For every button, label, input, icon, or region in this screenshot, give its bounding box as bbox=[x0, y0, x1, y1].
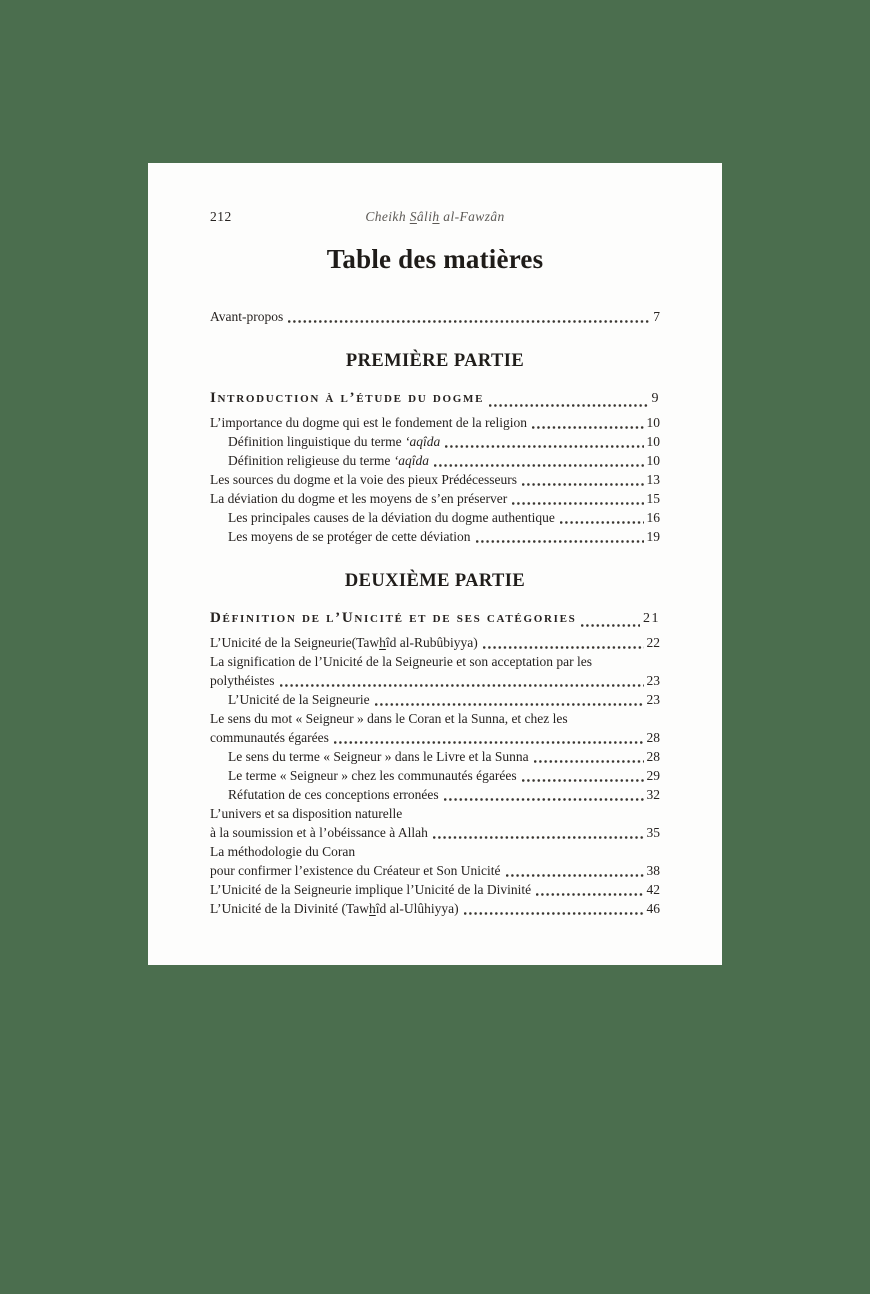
toc-entry bbox=[210, 413, 660, 432]
dot-leader bbox=[288, 313, 650, 327]
toc-entry bbox=[210, 307, 660, 326]
italic-term: ‘aqîda bbox=[393, 453, 429, 468]
toc-section-label: Définition de l’Unicité et de ses catégories bbox=[210, 610, 577, 626]
table-of-contents bbox=[210, 307, 660, 918]
part-heading-2: DEUXIÈME PARTIE bbox=[344, 571, 526, 591]
toc-subentry bbox=[210, 527, 660, 546]
dot-leader bbox=[444, 791, 644, 805]
toc-entry-page: 38 bbox=[646, 863, 660, 878]
dot-leader bbox=[434, 457, 644, 471]
toc-entry-label: L’importance du dogme qui est le fondement de la religion bbox=[210, 415, 528, 430]
toc-subentry bbox=[210, 785, 660, 804]
toc-entry-page: 29 bbox=[646, 768, 660, 783]
toc-entry-page: 23 bbox=[646, 673, 660, 688]
toc-entry-label: Réfutation de ces conceptions erronées bbox=[228, 787, 439, 802]
toc-entry-label: Le terme « Seigneur » chez les communautés égarées bbox=[228, 768, 517, 783]
dot-leader bbox=[560, 514, 644, 528]
toc-entry bbox=[210, 899, 660, 918]
toc-subentry bbox=[210, 766, 660, 785]
book-page bbox=[148, 163, 722, 965]
part-heading-1: PREMIÈRE PARTIE bbox=[345, 351, 525, 371]
toc-entry-label: L’Unicité de la Seigneurie(Tawhîd al-Rubûbiyya) bbox=[210, 635, 478, 650]
toc-entry-twoline bbox=[210, 804, 660, 842]
toc-subentry bbox=[210, 747, 660, 766]
toc-entry-line1: La méthodologie du Coran bbox=[210, 844, 356, 859]
toc-section-page: 21 bbox=[643, 611, 660, 626]
toc-entry-page: 7 bbox=[653, 309, 660, 324]
toc-entry-line2: à la soumission et à l’obéissance à Allah bbox=[210, 825, 428, 840]
italic-term: ‘aqîda bbox=[404, 434, 441, 449]
toc-entry-page: 35 bbox=[646, 825, 660, 840]
toc-entry-page: 10 bbox=[646, 453, 660, 468]
page-header bbox=[210, 209, 660, 228]
underlined-letter: h bbox=[379, 635, 386, 650]
toc-entry bbox=[210, 470, 660, 489]
toc-subentry bbox=[210, 508, 660, 527]
dot-leader bbox=[512, 495, 643, 509]
toc-entry-label: Définition religieuse du terme ‘aqîda bbox=[228, 453, 429, 468]
dot-leader bbox=[375, 696, 644, 710]
toc-entry-line2: polythéistes bbox=[210, 673, 275, 688]
toc-entry-page: 46 bbox=[646, 901, 660, 916]
toc-entry-page: 22 bbox=[646, 635, 660, 650]
dot-leader bbox=[581, 617, 640, 631]
underlined-letter: h bbox=[369, 901, 376, 916]
toc-entry bbox=[210, 489, 660, 508]
toc-section-page: 9 bbox=[651, 391, 660, 406]
dot-leader bbox=[464, 905, 644, 919]
dot-leader bbox=[445, 438, 643, 452]
toc-entry-page: 10 bbox=[646, 434, 660, 449]
toc-entry-label: Les principales causes de la déviation du dogme authentique bbox=[228, 510, 555, 525]
dot-leader bbox=[280, 677, 644, 691]
toc-entry-label: Définition linguistique du terme ‘aqîda bbox=[228, 434, 441, 449]
dot-leader bbox=[522, 476, 643, 490]
toc-entry-line1: Le sens du mot « Seigneur » dans le Coran et la Sunna, et chez les bbox=[210, 711, 568, 726]
toc-entry-label: L’Unicité de la Seigneurie bbox=[228, 692, 370, 707]
toc-entry-label: L’Unicité de la Divinité (Tawhîd al-Ulûhiyya) bbox=[210, 901, 459, 916]
toc-subentry bbox=[210, 451, 660, 470]
toc-entry-line2: communautés égarées bbox=[210, 730, 329, 745]
dot-leader bbox=[433, 829, 644, 843]
toc-entry-page: 15 bbox=[646, 491, 660, 506]
toc-entry-label: Le sens du terme « Seigneur » dans le Livre et la Sunna bbox=[228, 749, 529, 764]
dot-leader bbox=[532, 419, 643, 433]
toc-entry-page: 28 bbox=[646, 749, 660, 764]
toc-entry-label: L’Unicité de la Seigneurie implique l’Unicité de la Divinité bbox=[210, 882, 532, 897]
dot-leader bbox=[483, 639, 644, 653]
dot-leader bbox=[489, 397, 648, 411]
toc-entry-label: Les sources du dogme et la voie des pieux Prédécesseurs bbox=[210, 472, 518, 487]
toc-entry-page: 16 bbox=[646, 510, 660, 525]
toc-entry bbox=[210, 633, 660, 652]
dot-leader bbox=[334, 734, 644, 748]
toc-entry-page: 42 bbox=[646, 882, 660, 897]
toc-subentry bbox=[210, 690, 660, 709]
folio-number: 212 bbox=[210, 209, 232, 224]
toc-entry-line1: L’univers et sa disposition naturelle bbox=[210, 806, 403, 821]
dot-leader bbox=[522, 772, 644, 786]
toc-entry-page: 28 bbox=[646, 730, 660, 745]
toc-entry-page: 23 bbox=[646, 692, 660, 707]
toc-entry-page: 13 bbox=[646, 472, 660, 487]
dot-leader bbox=[534, 753, 644, 767]
toc-entry-page: 32 bbox=[646, 787, 660, 802]
toc-entry bbox=[210, 880, 660, 899]
toc-entry-page: 10 bbox=[646, 415, 660, 430]
toc-entry-page: 19 bbox=[646, 529, 660, 544]
running-header: Cheikh Sâlih al-Fawzân bbox=[365, 209, 505, 224]
dot-leader bbox=[506, 867, 644, 881]
toc-entry-label: Avant-propos bbox=[210, 309, 284, 324]
toc-entry-line1: La signification de l’Unicité de la Seigneurie et son acceptation par les bbox=[210, 654, 592, 669]
toc-entry-twoline bbox=[210, 652, 660, 690]
page-title: Table des matières bbox=[326, 244, 544, 274]
toc-entry-label: Les moyens de se protéger de cette déviation bbox=[228, 529, 471, 544]
toc-subentry bbox=[210, 432, 660, 451]
toc-entry-twoline bbox=[210, 709, 660, 747]
toc-entry-label: La déviation du dogme et les moyens de s’en préserver bbox=[210, 491, 508, 506]
toc-section-entry bbox=[210, 387, 660, 410]
toc-section-label: Introduction à l’étude du dogme bbox=[210, 390, 485, 406]
toc-entry-line2: pour confirmer l’existence du Créateur et Son Unicité bbox=[210, 863, 501, 878]
dot-leader bbox=[476, 533, 644, 547]
dot-leader bbox=[536, 886, 643, 900]
toc-section-entry bbox=[210, 607, 660, 630]
toc-entry-twoline bbox=[210, 842, 660, 880]
